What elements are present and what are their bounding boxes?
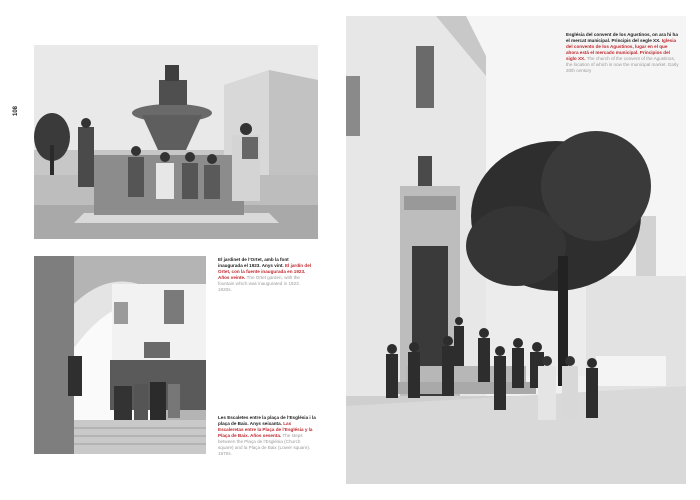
stairs-caption-catalan: Les Escaletes entre la plaça de l’Església i la plaça de Baix. Anys seixanta.: [218, 415, 316, 427]
stairs-caption: [218, 415, 316, 457]
archway-photo: [34, 256, 206, 454]
garden-caption-spanish: El jardín del Ortet, con la fuente inaugurada en 1923. Años veinte.: [218, 263, 312, 281]
stairs-caption-spanish: Las Escaleretas entre la Plaça de l’Església y la Plaça de Baix. Años sesenta.: [218, 421, 313, 439]
garden-caption-catalan: El jardinet de l’Ortet, amb la font inaugurada el 1923. Anys vint.: [218, 257, 289, 269]
church-caption-catalan: Església del convent de los Agustinos, on ara hi ha el mercat municipal. Principis del segle XX.: [566, 32, 678, 44]
stairs-caption-english: The steps between the Plaça de l’Església (Church square) and la Plaça de Baix (Lower square). 1970s.: [218, 433, 311, 457]
garden-caption-english: The Ortet garden, with the fountain which was inaugurated in 1923. 1920s.: [218, 275, 300, 293]
church-caption-spanish: Iglesia del convento de los Agustinos, lugar en el que ahora está el mercado municipal. Principios del siglo XX.: [566, 38, 677, 62]
fountain-photo: [34, 45, 318, 239]
church-caption-english: The church of the convent of the Agustinos, the location of which is now the municipal market. Early 20th century: [566, 56, 679, 74]
church-caption: [566, 32, 680, 74]
garden-caption: [218, 257, 314, 293]
page-number: 108: [13, 105, 19, 116]
church-photo: [346, 16, 686, 484]
